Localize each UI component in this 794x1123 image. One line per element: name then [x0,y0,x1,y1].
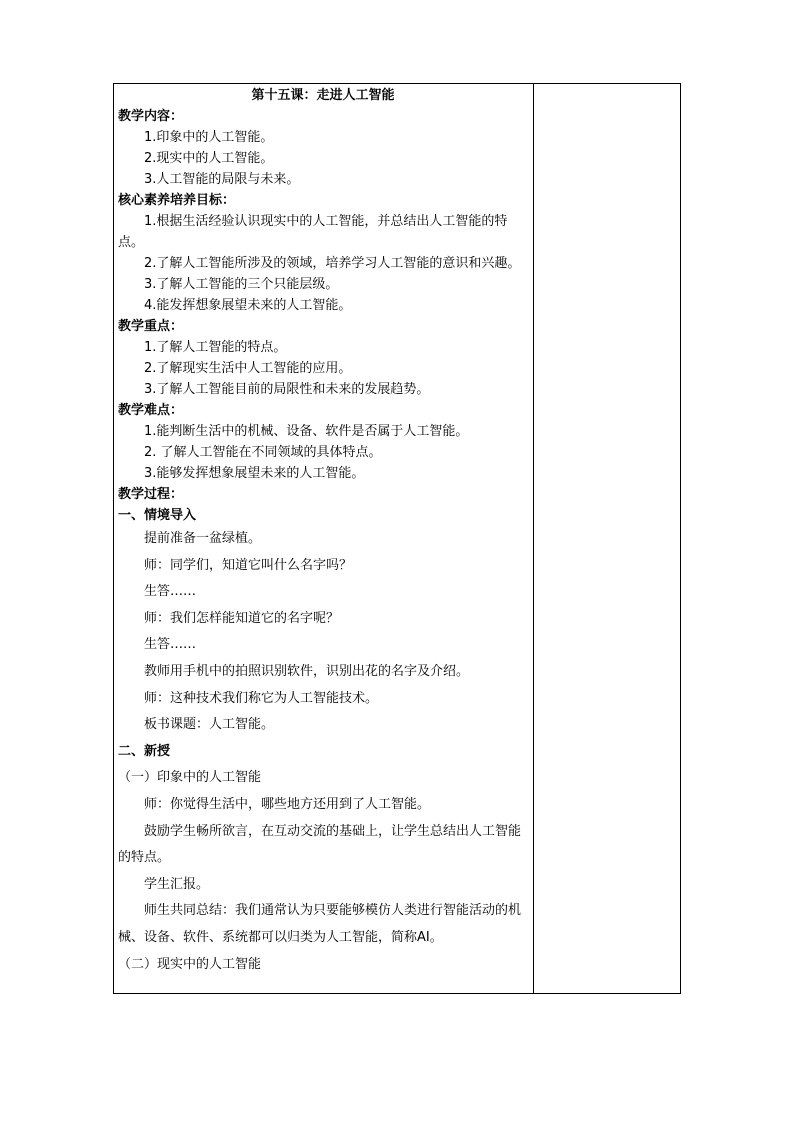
part1-line-5: 生答…… [144,637,197,653]
key-point-2: 2.了解现实生活中人工智能的应用。 [144,361,352,376]
part1-line-6: 教师用手机中的拍照识别软件，识别出花的名字及介绍。 [144,663,470,679]
content-item-2: 2.现实中的人工智能。 [144,151,274,166]
key-points-heading: 教学重点： [118,319,184,334]
part1-line-3: 生答…… [144,584,197,600]
goal-item-3: 3.了解人工智能的三个只能层级。 [144,277,339,292]
lesson-title: 第十五课：走进人工智能 [251,88,395,103]
goal-item-4: 4.能发挥想象展望未来的人工智能。 [144,298,352,313]
part1-line-2: 师：同学们，知道它叫什么名字吗？ [144,557,353,573]
key-point-3: 3.了解人工智能目前的局限性和未来的发展趋势。 [144,382,430,397]
sub1-paragraph-2: 学生汇报。 [144,876,210,892]
process-heading: 教学过程： [118,487,184,502]
lesson-table [113,83,681,994]
part1-line-8: 板书课题：人工智能。 [144,717,275,733]
sub2-heading: （二）现实中的人工智能 [118,956,262,972]
part1-line-7: 师：这种技术我们称它为人工智能技术。 [144,690,379,706]
goal-item-2: 2.了解人工智能所涉及的领域，培养学习人工智能的意识和兴趣。 [144,256,521,271]
sub1-heading: （一）印象中的人工智能 [118,770,262,786]
notes-column [533,84,534,993]
difficulties-heading: 教学难点： [118,403,184,418]
content-item-3: 3.人工智能的局限与未来。 [144,172,300,187]
content-heading: 教学内容： [118,109,184,124]
difficulty-3: 3.能够发挥想象展望未来的人工智能。 [144,466,365,481]
part1-line-4: 师：我们怎样能知道它的名字呢？ [144,610,340,626]
difficulty-1: 1.能判断生活中的机械、设备、软件是否属于人工智能。 [144,424,469,439]
part2-heading: 二、新授 [118,743,171,759]
sub1-paragraph-1: 鼓励学生畅所欲言，在互动交流的基础上，让学生总结出人工智能的特点。 [118,823,522,866]
key-point-1: 1.了解人工智能的特点。 [144,340,287,355]
goals-heading: 核心素养培养目标： [118,193,236,208]
difficulty-2: 2. 了解人工智能在不同领域的具体特点。 [144,445,382,460]
content-item-1: 1.印象中的人工智能。 [144,130,274,145]
part1-line-1: 提前准备一盆绿植。 [144,531,262,546]
sub1-paragraph-3: 师生共同总结：我们通常认为只要能够模仿人类进行智能活动的机械、设备、软件、系统都可以归类为人工智能，简称AI。 [118,903,522,945]
lesson-content [114,84,532,993]
goal-item-1: 1.根据生活经验认识现实中的人工智能，并总结出人工智能的特点。 [118,214,508,250]
sub1-question: 师：你觉得生活中，哪些地方还用到了人工智能。 [144,796,431,812]
part1-heading: 一、情境导入 [118,508,197,523]
